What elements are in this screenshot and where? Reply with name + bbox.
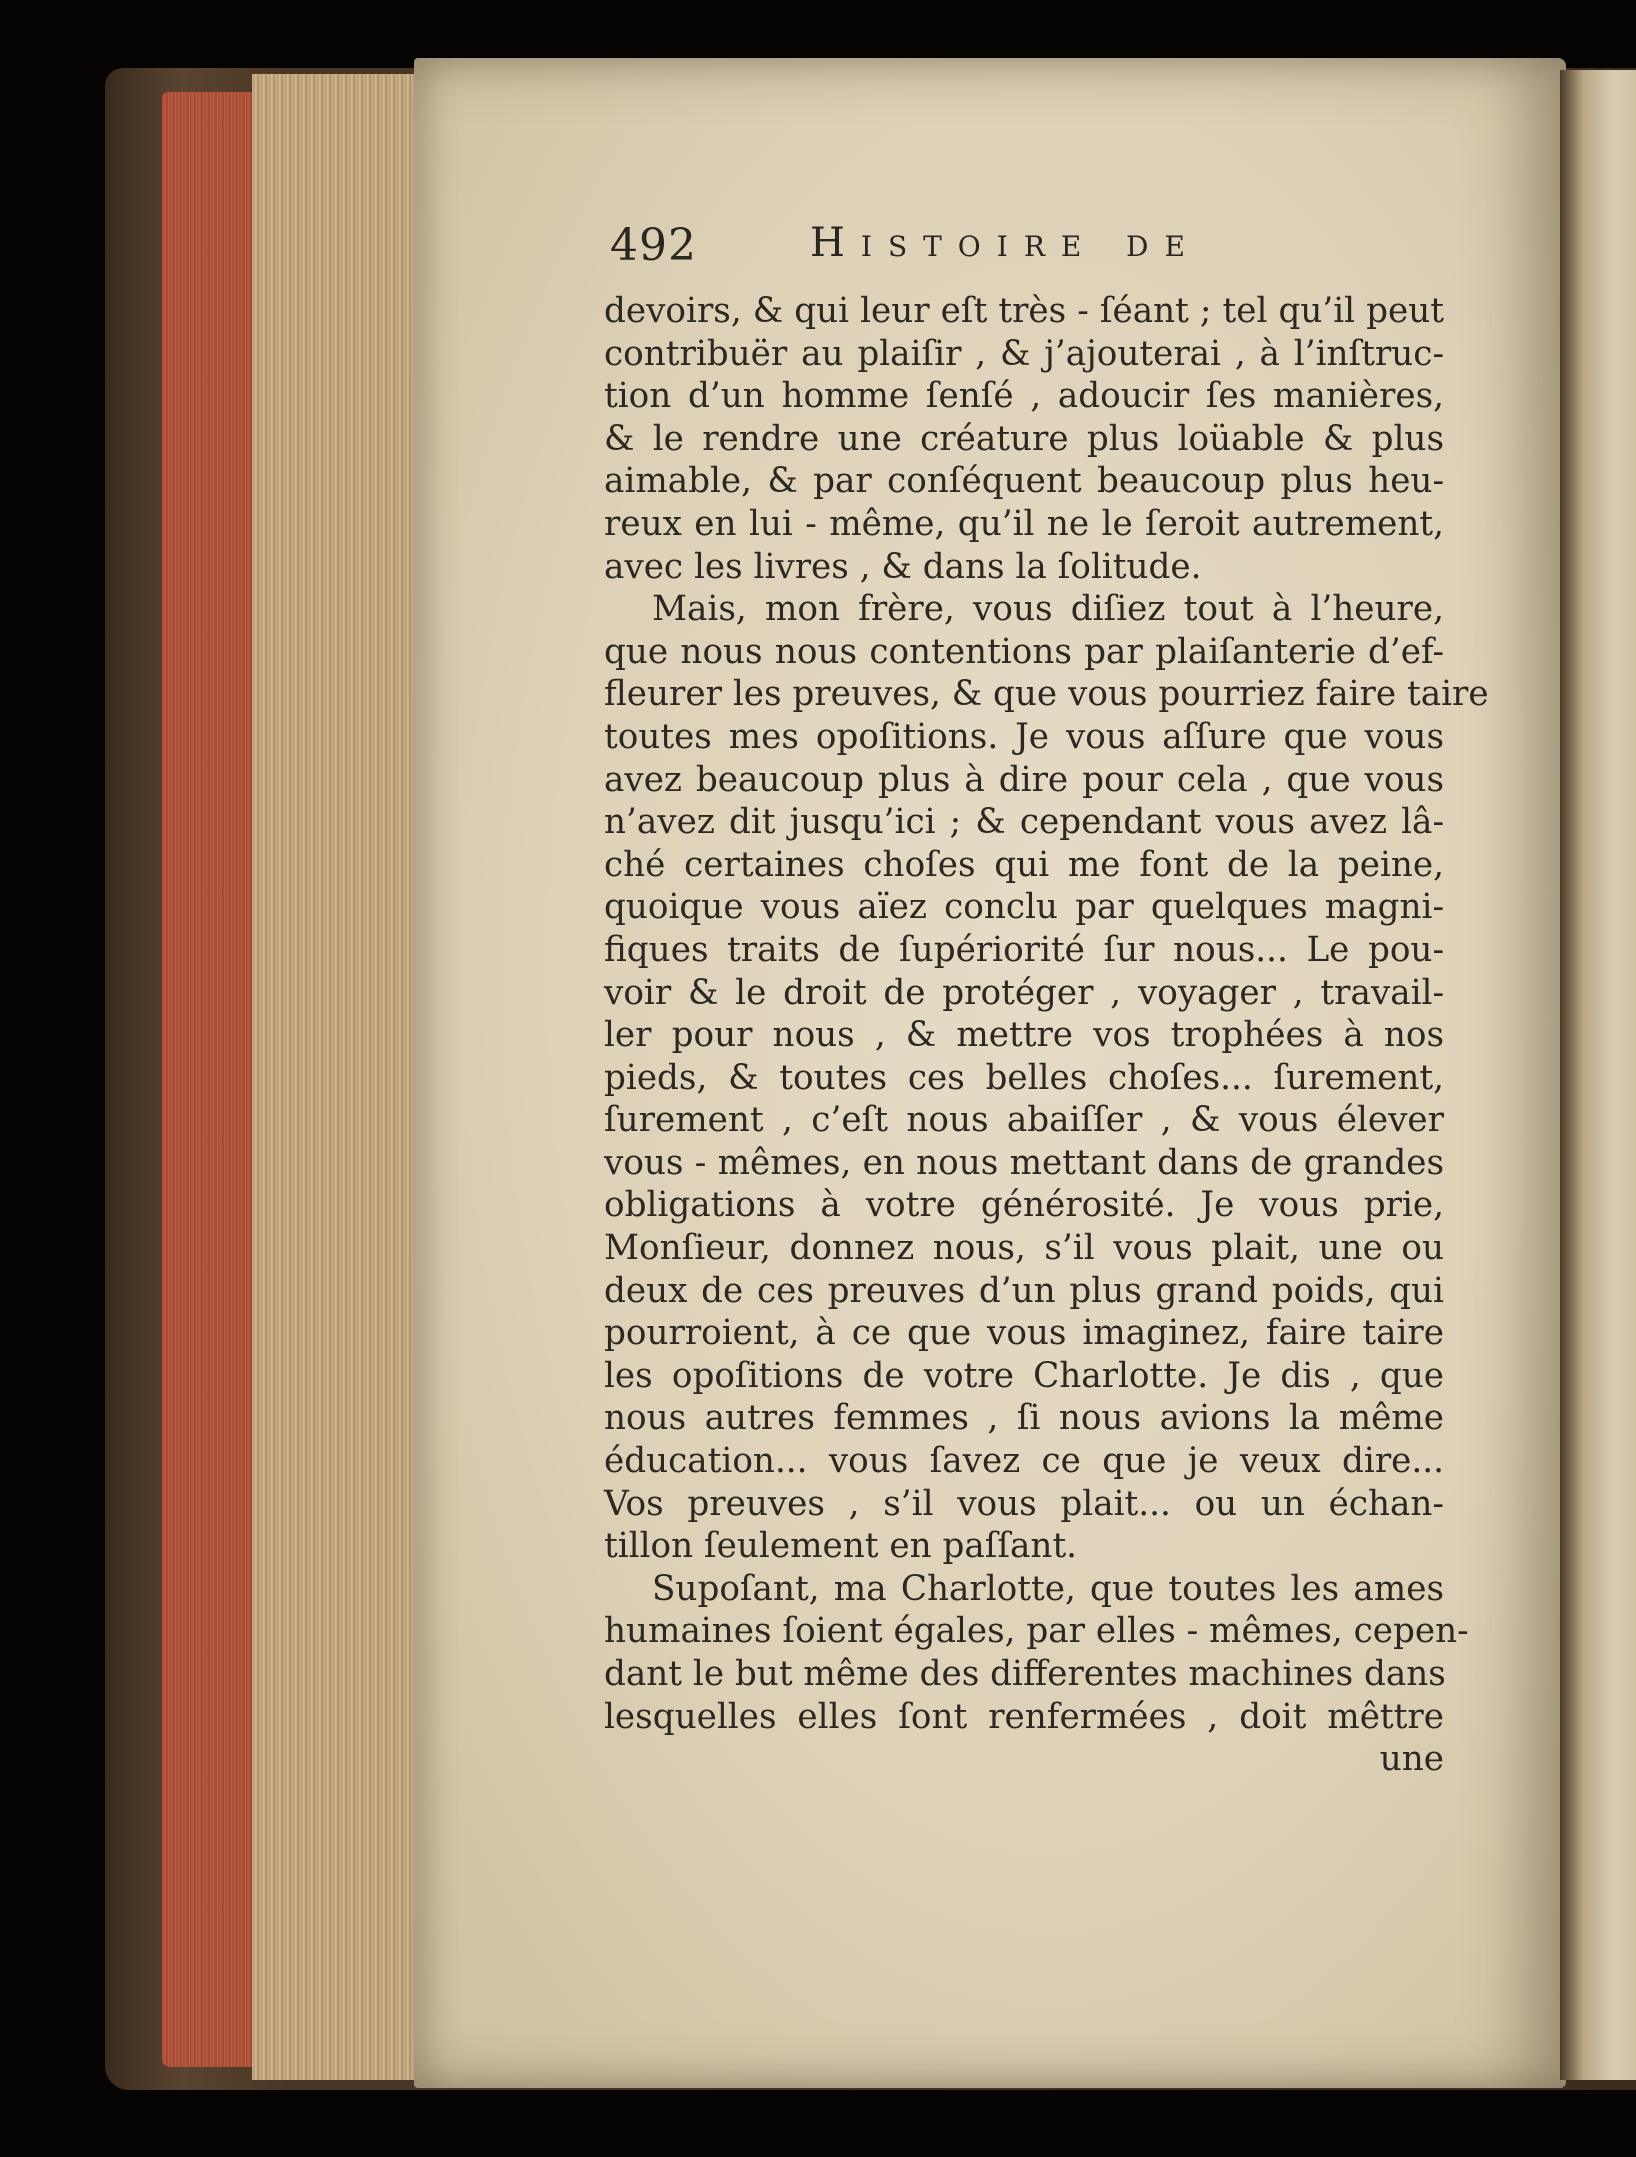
- text-line: dant le but même des differentes machines dans: [604, 1654, 1446, 1694]
- catchword: une: [1379, 1739, 1444, 1780]
- text-line: n’avez dit jusqu’ici ; & cependant vous avez lâ-: [604, 802, 1444, 843]
- text-line: lesquelles elles ſont renfermées , doit mêttre: [604, 1696, 1444, 1737]
- text-line: contribuër au plaiſir , & j’ajouterai , à l’inſtruc-: [604, 333, 1444, 374]
- text-line: ſurement , c’eſt nous abaiſſer , & vous élever: [604, 1100, 1444, 1141]
- text-line: avez beaucoup plus à dire pour cela , que vous: [604, 759, 1444, 800]
- text-line: deux de ces preuves d’un plus grand poids, qui: [604, 1270, 1444, 1311]
- text-line: toutes mes opoſitions. Je vous aſſure que vous: [604, 716, 1444, 757]
- text-line: ler pour nous , & mettre vos trophées à nos: [604, 1015, 1444, 1056]
- text-line: Monſieur, donnez nous, s’il vous plait, une ou: [604, 1228, 1444, 1269]
- text-line: tion d’un homme ſenſé , adoucir ſes manières,: [604, 376, 1444, 417]
- text-line: tillon ſeulement en paſſant.: [604, 1526, 1078, 1567]
- text-line: ché certaines choſes qui me font de la peine,: [604, 844, 1444, 885]
- text-line: les opoſitions de votre Charlotte. Je dis , que: [604, 1355, 1444, 1396]
- text-line: avec les livres , & dans la ſolitude.: [604, 546, 1202, 587]
- text-line: fiques traits de ſupériorité ſur nous... Le pou-: [604, 929, 1444, 970]
- running-head: Histoire de: [810, 220, 1201, 266]
- text-line: aimable, & par conſéquent beaucoup plus heu-: [604, 461, 1444, 502]
- page-number: 492: [610, 220, 697, 271]
- page-stack-edges: [252, 74, 422, 2080]
- text-line: vous - mêmes, en nous mettant dans de grandes: [604, 1142, 1444, 1183]
- page-text: [604, 290, 1489, 1781]
- facing-page-edge: [1560, 70, 1636, 2080]
- red-page-edge: [162, 92, 252, 2067]
- paragraph-start-line: Supoſant, ma Charlotte, que toutes les ames: [652, 1568, 1444, 1609]
- text-line: quoique vous aïez conclu par quelques magni-: [604, 887, 1444, 928]
- paragraph-start-line: Mais, mon frère, vous diſiez tout à l’heure,: [652, 589, 1444, 630]
- text-line: que nous nous contentions par plaiſanterie d’ef-: [604, 631, 1444, 672]
- page-header: [610, 220, 1440, 280]
- text-line: fleurer les preuves, & que vous pourriez faire taire: [604, 674, 1489, 715]
- text-line: humaines ſoient égales, par elles - mêmes, cepen-: [604, 1611, 1469, 1652]
- text-line: obligations à votre générosité. Je vous prie,: [604, 1185, 1444, 1226]
- text-line: pourroient, à ce que vous imaginez, faire taire: [604, 1313, 1444, 1354]
- text-line: éducation... vous ſavez ce que je veux dire...: [604, 1441, 1444, 1482]
- text-line: devoirs, & qui leur eſt très - ſéant ; tel qu’il peut: [604, 291, 1444, 331]
- text-line: & le rendre une créature plus loüable & plus: [604, 418, 1444, 459]
- text-line: voir & le droit de protéger , voyager , travail-: [604, 972, 1444, 1013]
- text-line: reux en lui - même, qu’il ne le ſeroit autrement,: [604, 503, 1444, 544]
- text-line: Vos preuves , s’il vous plait... ou un échan-: [604, 1483, 1444, 1524]
- text-line: pieds, & toutes ces belles choſes... ſurement,: [604, 1057, 1444, 1098]
- text-line: nous autres femmes , ſi nous avions la même: [604, 1398, 1444, 1439]
